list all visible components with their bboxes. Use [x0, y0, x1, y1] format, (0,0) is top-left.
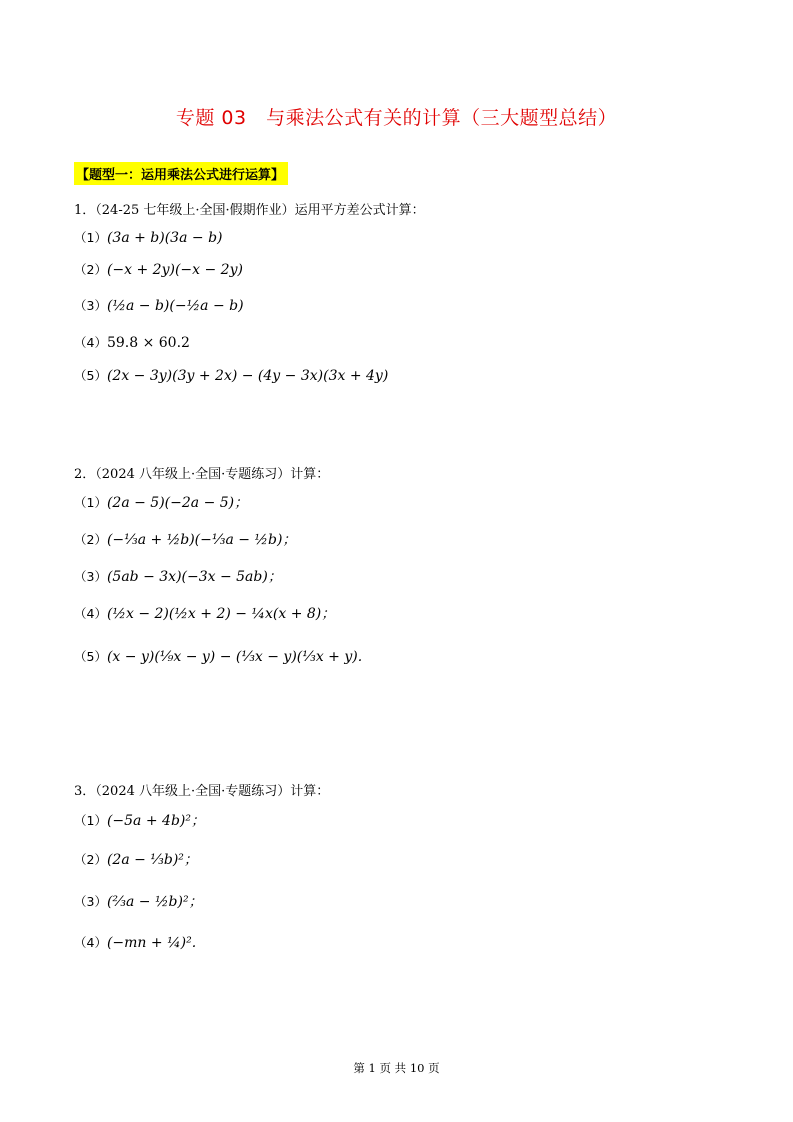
item-expression: (5ab − 3x)(−3x − 5ab)；	[106, 569, 282, 585]
page-footer: 第 1 页 共 10 页	[353, 1061, 440, 1075]
question-item	[74, 850, 198, 871]
question-item	[74, 892, 203, 913]
question-item	[74, 366, 388, 387]
item-expression: (3a + b)(3a − b)	[106, 230, 223, 246]
question-item	[74, 811, 205, 832]
item-expression: (−5a + 4b)²；	[106, 813, 205, 829]
item-expression: (−⅓a + ½b)(−⅓a − ½b)；	[106, 532, 297, 548]
item-expression: (−x + 2y)(−x − 2y)	[106, 262, 243, 278]
question-item	[74, 567, 282, 588]
item-expression: (2x − 3y)(3y + 2x) − (4y − 3x)(3x + 4y)	[106, 368, 389, 384]
item-number: （4）	[74, 935, 107, 950]
item-expression: 59.8 × 60.2	[106, 335, 190, 351]
question-heading: 2．（2024 八年级上·全国·专题练习）计算：	[74, 467, 330, 482]
item-number: （4）	[74, 606, 107, 621]
item-number: （3）	[74, 894, 107, 909]
question-item	[74, 228, 223, 249]
item-expression: (2a − ⅓b)²；	[106, 852, 198, 868]
item-number: （1）	[74, 813, 107, 828]
item-number: （1）	[74, 495, 107, 510]
item-number: （5）	[74, 649, 107, 664]
item-expression: (−mn + ¼)².	[106, 935, 197, 951]
question-item	[74, 933, 196, 954]
question-heading: 3．（2024 八年级上·全国·专题练习）计算：	[74, 784, 330, 799]
item-number: （5）	[74, 368, 107, 383]
question-item	[74, 296, 244, 317]
item-expression: (2a − 5)(−2a − 5)；	[106, 495, 249, 511]
item-expression: (x − y)(⅑x − y) − (⅓x − y)(⅓x + y).	[106, 649, 363, 665]
item-number: （2）	[74, 262, 107, 277]
item-expression: (½a − b)(−½a − b)	[106, 298, 244, 314]
item-number: （3）	[74, 569, 107, 584]
item-number: （3）	[74, 298, 107, 313]
item-number: （1）	[74, 230, 107, 245]
question-item	[74, 333, 190, 354]
item-expression: (½x − 2)(½x + 2) − ¼x(x + 8)；	[106, 606, 336, 622]
question-heading: 1．（24-25 七年级上·全国·假期作业）运用平方差公式计算：	[74, 203, 425, 218]
question-item	[74, 530, 296, 551]
document-title: 专题 03 与乘法公式有关的计算（三大题型总结）	[175, 107, 618, 129]
item-number: （2）	[74, 852, 107, 867]
question-item	[74, 647, 362, 668]
question-item	[74, 604, 335, 625]
item-expression: (⅔a − ½b)²；	[106, 894, 203, 910]
item-number: （2）	[74, 532, 107, 547]
question-item	[74, 260, 243, 281]
question-item	[74, 493, 248, 514]
section-label: 【题型一：运用乘法公式进行运算】	[74, 162, 288, 185]
item-number: （4）	[74, 335, 107, 350]
